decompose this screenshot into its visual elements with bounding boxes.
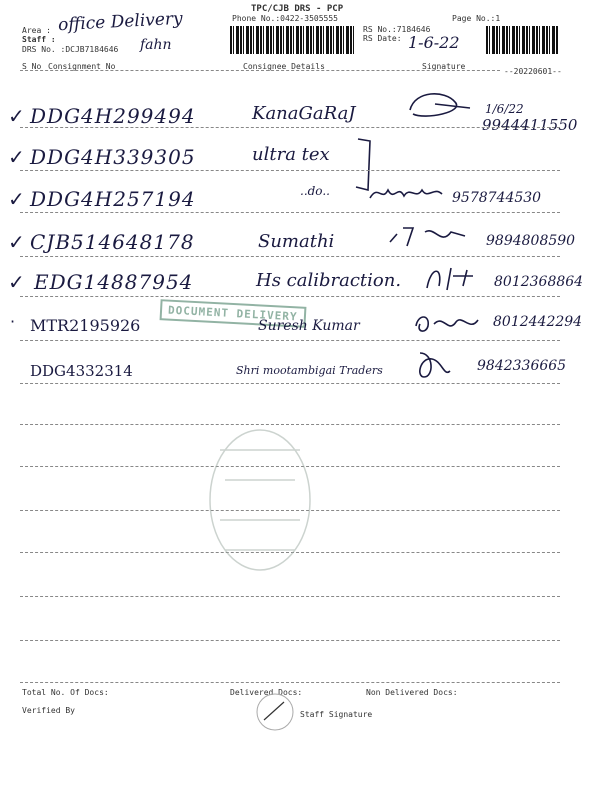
staff-signature-label: Staff Signature [300,710,373,719]
empty-row-rule [20,596,560,597]
check-mark: ✓ [8,270,25,294]
signature-scribble [405,90,475,124]
faint-stamp-marks [200,420,320,590]
receiver-phone: 9894808590 [486,233,576,249]
receiver-phone: 9944411550 [482,116,578,134]
row-rule [20,212,560,213]
check-mark: ✓ [8,230,25,254]
row-rule [20,256,560,257]
consignee-name: ultra tex [252,144,330,165]
total-docs-label: Total No. Of Docs: [22,688,109,697]
rs-date-value: 1-6-22 [408,33,460,52]
bullet-mark: · [10,312,16,331]
document-delivery-stamp: DOCUMENT DELIVERY [160,299,306,328]
consignee-name: Suresh Kumar [258,318,360,334]
column-consignee: Consignee Details [243,62,325,71]
non-delivered-docs-label: Non Delivered Docs: [366,688,458,697]
empty-row-rule [20,640,560,641]
signature-scribble [412,310,487,338]
receiver-phone: 9842336665 [477,358,567,374]
row-rule [20,340,560,341]
consignment-number: EDG14887954 [34,270,194,294]
page-number: Page No.:1 [452,14,501,23]
phone-number: Phone No.:0422-3505555 [232,14,338,23]
consignee-name: Sumathi [258,231,335,252]
consignment-number: CJB514648178 [30,230,195,254]
area-label: Area : [22,26,51,35]
consignee-name: Shri mootambigai Traders [236,364,383,377]
check-mark: ✓ [8,187,25,211]
consignment-number: DDG4332314 [30,362,133,380]
check-mark: ✓ [8,104,25,128]
consignee-name: ..do.. [300,184,330,198]
signature-scribble [414,347,454,385]
signature-scribble [423,262,493,294]
delivered-docs-label: Delivered Docs: [230,688,303,697]
verified-by-label: Verified By [22,706,75,715]
receiver-phone: 9578744530 [452,190,542,206]
consignee-name: Hs calibraction. [256,270,402,291]
consignment-number: MTR2195926 [30,316,141,335]
receiver-phone: 8012442294 [493,314,583,330]
date-code: --20220601-- [504,67,562,76]
row-rule [20,127,560,128]
drs-number: DRS No. :DCJB7184646 [22,45,119,54]
check-mark: ✓ [8,145,25,169]
rs-number: RS No.:7184646 [363,25,431,34]
barcode-rs [486,26,558,54]
row-rule [20,296,560,297]
round-stamp [250,690,300,734]
receiver-phone: 8012368864 [494,274,584,290]
row-rule [20,383,560,384]
staff-label: Staff : [22,35,56,44]
empty-row-rule [20,682,560,683]
staff-value: fahn [140,37,172,53]
consignment-number: DDG4H299494 [30,104,196,128]
barcode-drs [230,26,355,54]
header-rule [20,70,500,71]
column-consignment: Consignment No [48,62,116,71]
consignee-name: KanaGaRaJ [252,103,356,124]
delivery-date: 1/6/22 [485,102,524,116]
consignment-number: DDG4H339305 [30,145,196,169]
signature-scribble [368,180,458,206]
document-title: TPC/CJB DRS - PCP [251,4,344,14]
rs-date-label: RS Date: [363,34,402,43]
row-rule [20,170,560,171]
consignment-number: DDG4H257194 [30,187,196,211]
column-sno: S No [22,62,42,71]
signature-scribble [385,222,475,250]
column-signature: Signature [422,62,466,71]
area-value: office Delivery [57,8,184,36]
